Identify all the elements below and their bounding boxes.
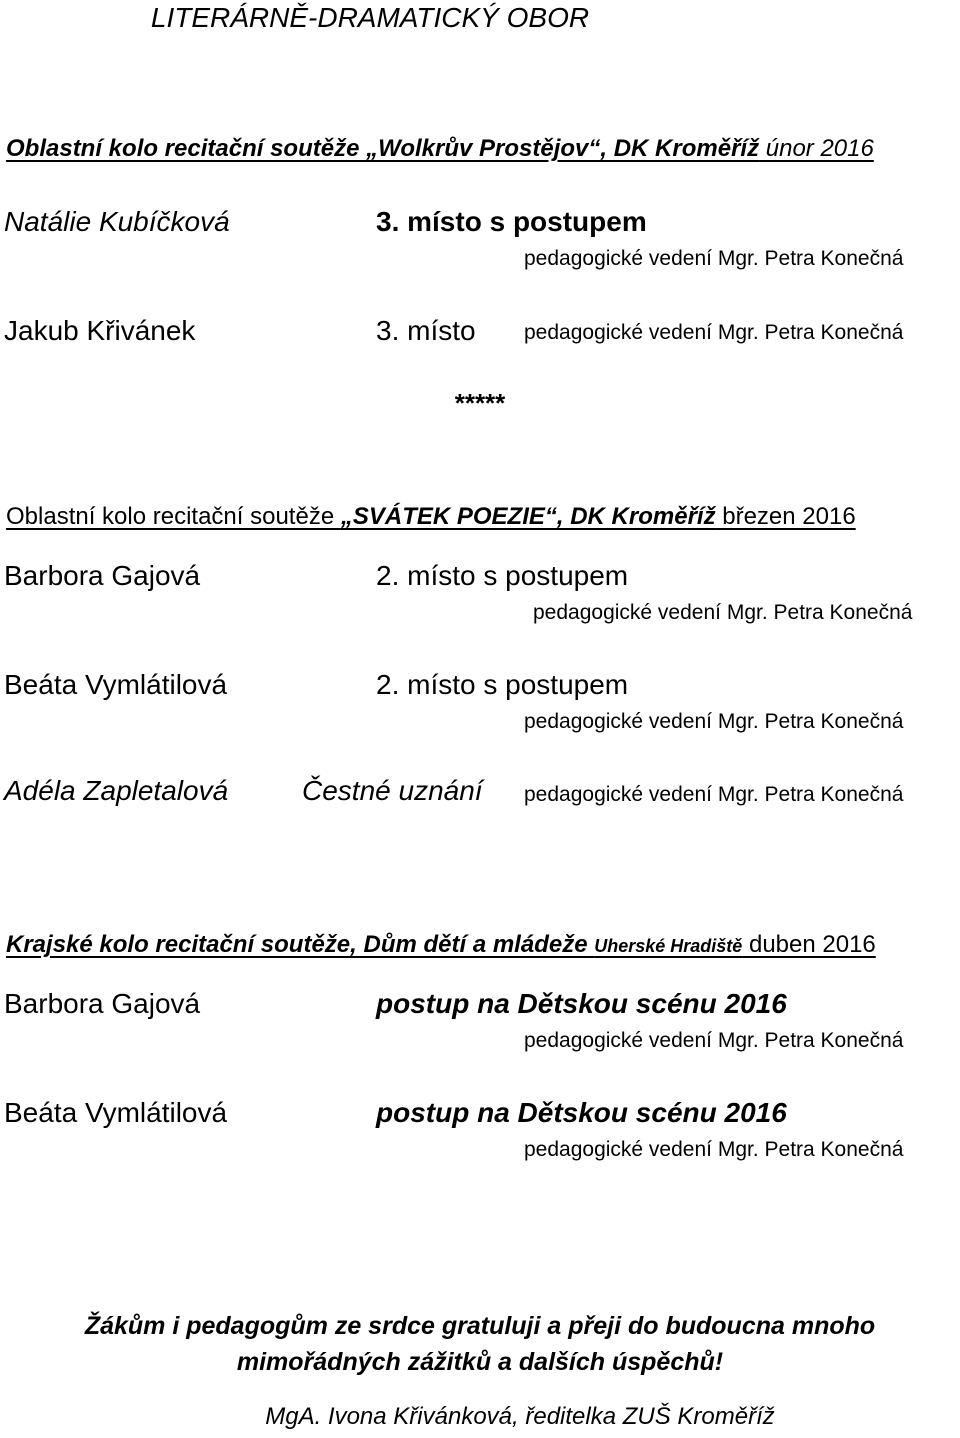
participant-name: Adéla Zapletalová bbox=[4, 775, 229, 806]
heading-lead: Oblastní kolo recitační soutěže bbox=[6, 503, 341, 530]
participant-result: 3. místo s postupem bbox=[376, 206, 647, 237]
participant-result: Čestné uznání bbox=[302, 775, 483, 806]
teacher-name: Mgr. Petra Konečná bbox=[726, 601, 913, 624]
teacher-credit bbox=[524, 322, 903, 343]
separator-stars: ***** bbox=[454, 388, 506, 418]
heading-venue: Uherské Hradiště bbox=[594, 936, 743, 956]
section-heading-wolkruv bbox=[6, 137, 874, 161]
signature: MgA. Ivona Křivánková, ředitelka ZUŠ Kroměříž bbox=[265, 1403, 775, 1430]
participant-result: postup na Dětskou scénu 2016 bbox=[376, 1097, 787, 1128]
heading-date: únor 2016 bbox=[759, 135, 874, 162]
teacher-credit bbox=[524, 1139, 903, 1160]
teacher-label: pedagogické vedení bbox=[524, 1029, 712, 1052]
heading-date: duben 2016 bbox=[742, 931, 876, 958]
teacher-label: pedagogické vedení bbox=[524, 783, 712, 806]
teacher-credit bbox=[524, 1030, 903, 1051]
teacher-credit bbox=[524, 784, 903, 805]
teacher-credit bbox=[533, 602, 912, 623]
teacher-name: Mgr. Petra Konečná bbox=[717, 247, 904, 270]
teacher-credit bbox=[524, 248, 903, 269]
teacher-credit bbox=[524, 711, 903, 732]
teacher-name: Mgr. Petra Konečná bbox=[717, 1029, 904, 1052]
teacher-label: pedagogické vedení bbox=[524, 710, 712, 733]
closing-message bbox=[0, 1308, 960, 1380]
participant-name: Barbora Gajová bbox=[4, 560, 201, 591]
participant-name: Barbora Gajová bbox=[4, 988, 201, 1019]
page-title: LITERÁRNĚ-DRAMATICKÝ OBOR bbox=[150, 2, 590, 33]
heading-event: Oblastní kolo recitační soutěže „Wolkrův Prostějov“, DK Kroměříž bbox=[6, 135, 760, 162]
closing-line-1: Žákům i pedagogům ze srdce gratuluji a přeji do budoucna mnoho bbox=[84, 1312, 876, 1340]
participant-name: Beáta Vymlátilová bbox=[4, 669, 228, 700]
teacher-name: Mgr. Petra Konečná bbox=[717, 783, 904, 806]
teacher-name: Mgr. Petra Konečná bbox=[717, 1138, 904, 1161]
section-heading-svatek-poezie bbox=[6, 505, 856, 529]
teacher-label: pedagogické vedení bbox=[524, 1138, 712, 1161]
teacher-name: Mgr. Petra Konečná bbox=[717, 321, 904, 344]
teacher-label: pedagogické vedení bbox=[524, 321, 712, 344]
heading-event: Krajské kolo recitační soutěže, Dům dětí a mládeže bbox=[6, 931, 588, 958]
participant-name: Beáta Vymlátilová bbox=[4, 1097, 228, 1128]
closing-line-2: mimořádných zážitků a dalších úspěchů! bbox=[236, 1348, 724, 1376]
participant-result: 2. místo s postupem bbox=[376, 669, 629, 700]
participant-name: Jakub Křivánek bbox=[4, 315, 196, 346]
participant-result: 3. místo bbox=[376, 315, 476, 346]
participant-name: Natálie Kubíčková bbox=[4, 206, 230, 237]
heading-event: „SVÁTEK POEZIE“, DK Kroměříž bbox=[340, 503, 716, 530]
teacher-name: Mgr. Petra Konečná bbox=[717, 710, 904, 733]
participant-result: 2. místo s postupem bbox=[376, 560, 629, 591]
heading-date: březen 2016 bbox=[715, 503, 856, 530]
teacher-label: pedagogické vedení bbox=[533, 601, 721, 624]
participant-result: postup na Dětskou scénu 2016 bbox=[376, 988, 787, 1019]
teacher-label: pedagogické vedení bbox=[524, 247, 712, 270]
section-heading-krajske-kolo bbox=[6, 933, 876, 957]
